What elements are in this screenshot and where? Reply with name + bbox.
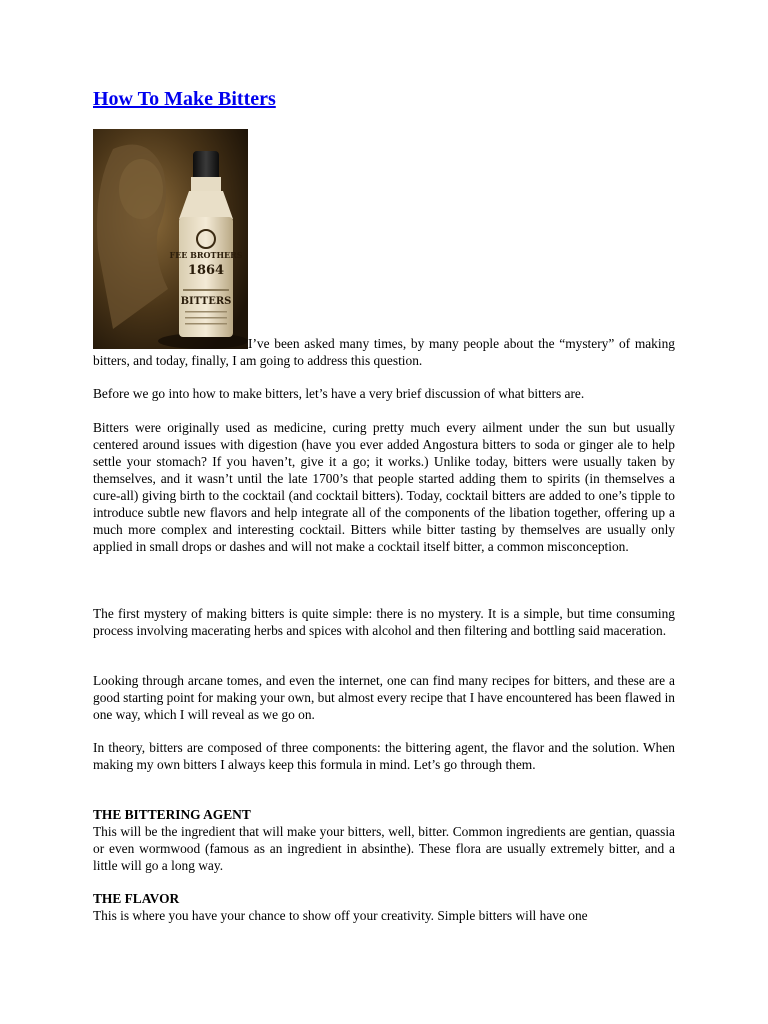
bottle-number-text: 1864 bbox=[187, 263, 225, 278]
page-title-link[interactable]: How To Make Bitters bbox=[93, 88, 276, 110]
bitters-bottle-photo bbox=[93, 129, 248, 349]
section-text-bittering-agent: This will be the ingredient that will make your bitters, well, bitter. Common ingredients are gentian, quassia or even wormwood (famous as an ingredient in absinthe). These flora are usually extremely bitter, and a little will go a long way. bbox=[93, 824, 675, 873]
paragraph-what-bitters-are: Before we go into how to make bitters, let’s have a very brief discussion of what bitters are. bbox=[93, 386, 585, 401]
bottle-brand-text: FEE BROTHERS bbox=[169, 250, 243, 260]
paragraph-intro: I’ve been asked many times, by many people about the “mystery” of making bitters, and today, finally, I am going to address this question. bbox=[93, 336, 675, 368]
paragraph-no-mystery: The first mystery of making bitters is quite simple: there is no mystery. It is a simple, but time consuming process involving macerating herbs and spices with alcohol and then filtering and bottling said maceration. bbox=[93, 606, 675, 638]
paragraph-recipes: Looking through arcane tomes, and even the internet, one can find many recipes for bitters, and these are a good starting point for making your own, but almost every recipe that I have encountered has been flawed in one way, which I will reveal as we go on. bbox=[93, 673, 675, 722]
paragraph-history: Bitters were originally used as medicine, curing pretty much every ailment under the sun but usually centered around issues with digestion (have you ever added Angostura bitters to soda or ginger ale to help settle your stomach? If you haven’t, give it a go; it works.) Unlike today, bitters were usually taken by themselves, and it wasn’t until the late 1700’s that people started adding them to spirits (in themselves a cure-all) giving birth to the cocktail (and cocktail bitters). Today, cocktail bitters are added to one’s tipple to introduce subtle new flavors and help integrate all of the components of the libation together, offering up a much more complex and interesting cocktail. Bitters while bitter tasting by themselves are usually only applied in small drops or dashes and will not make a cocktail itself bitter, a common misconception. bbox=[93, 420, 675, 554]
bottle-product-text: BITTERS bbox=[180, 296, 232, 307]
section-text-flavor: This is where you have your chance to show off your creativity. Simple bitters will have one bbox=[93, 908, 588, 923]
section-heading-bittering-agent: THE BITTERING AGENT bbox=[93, 807, 251, 822]
paragraph-three-components: In theory, bitters are composed of three components: the bittering agent, the flavor and the solution. When making my own bitters I always keep this formula in mind. Let’s go through them. bbox=[93, 740, 675, 772]
section-heading-flavor: THE FLAVOR bbox=[93, 891, 180, 906]
